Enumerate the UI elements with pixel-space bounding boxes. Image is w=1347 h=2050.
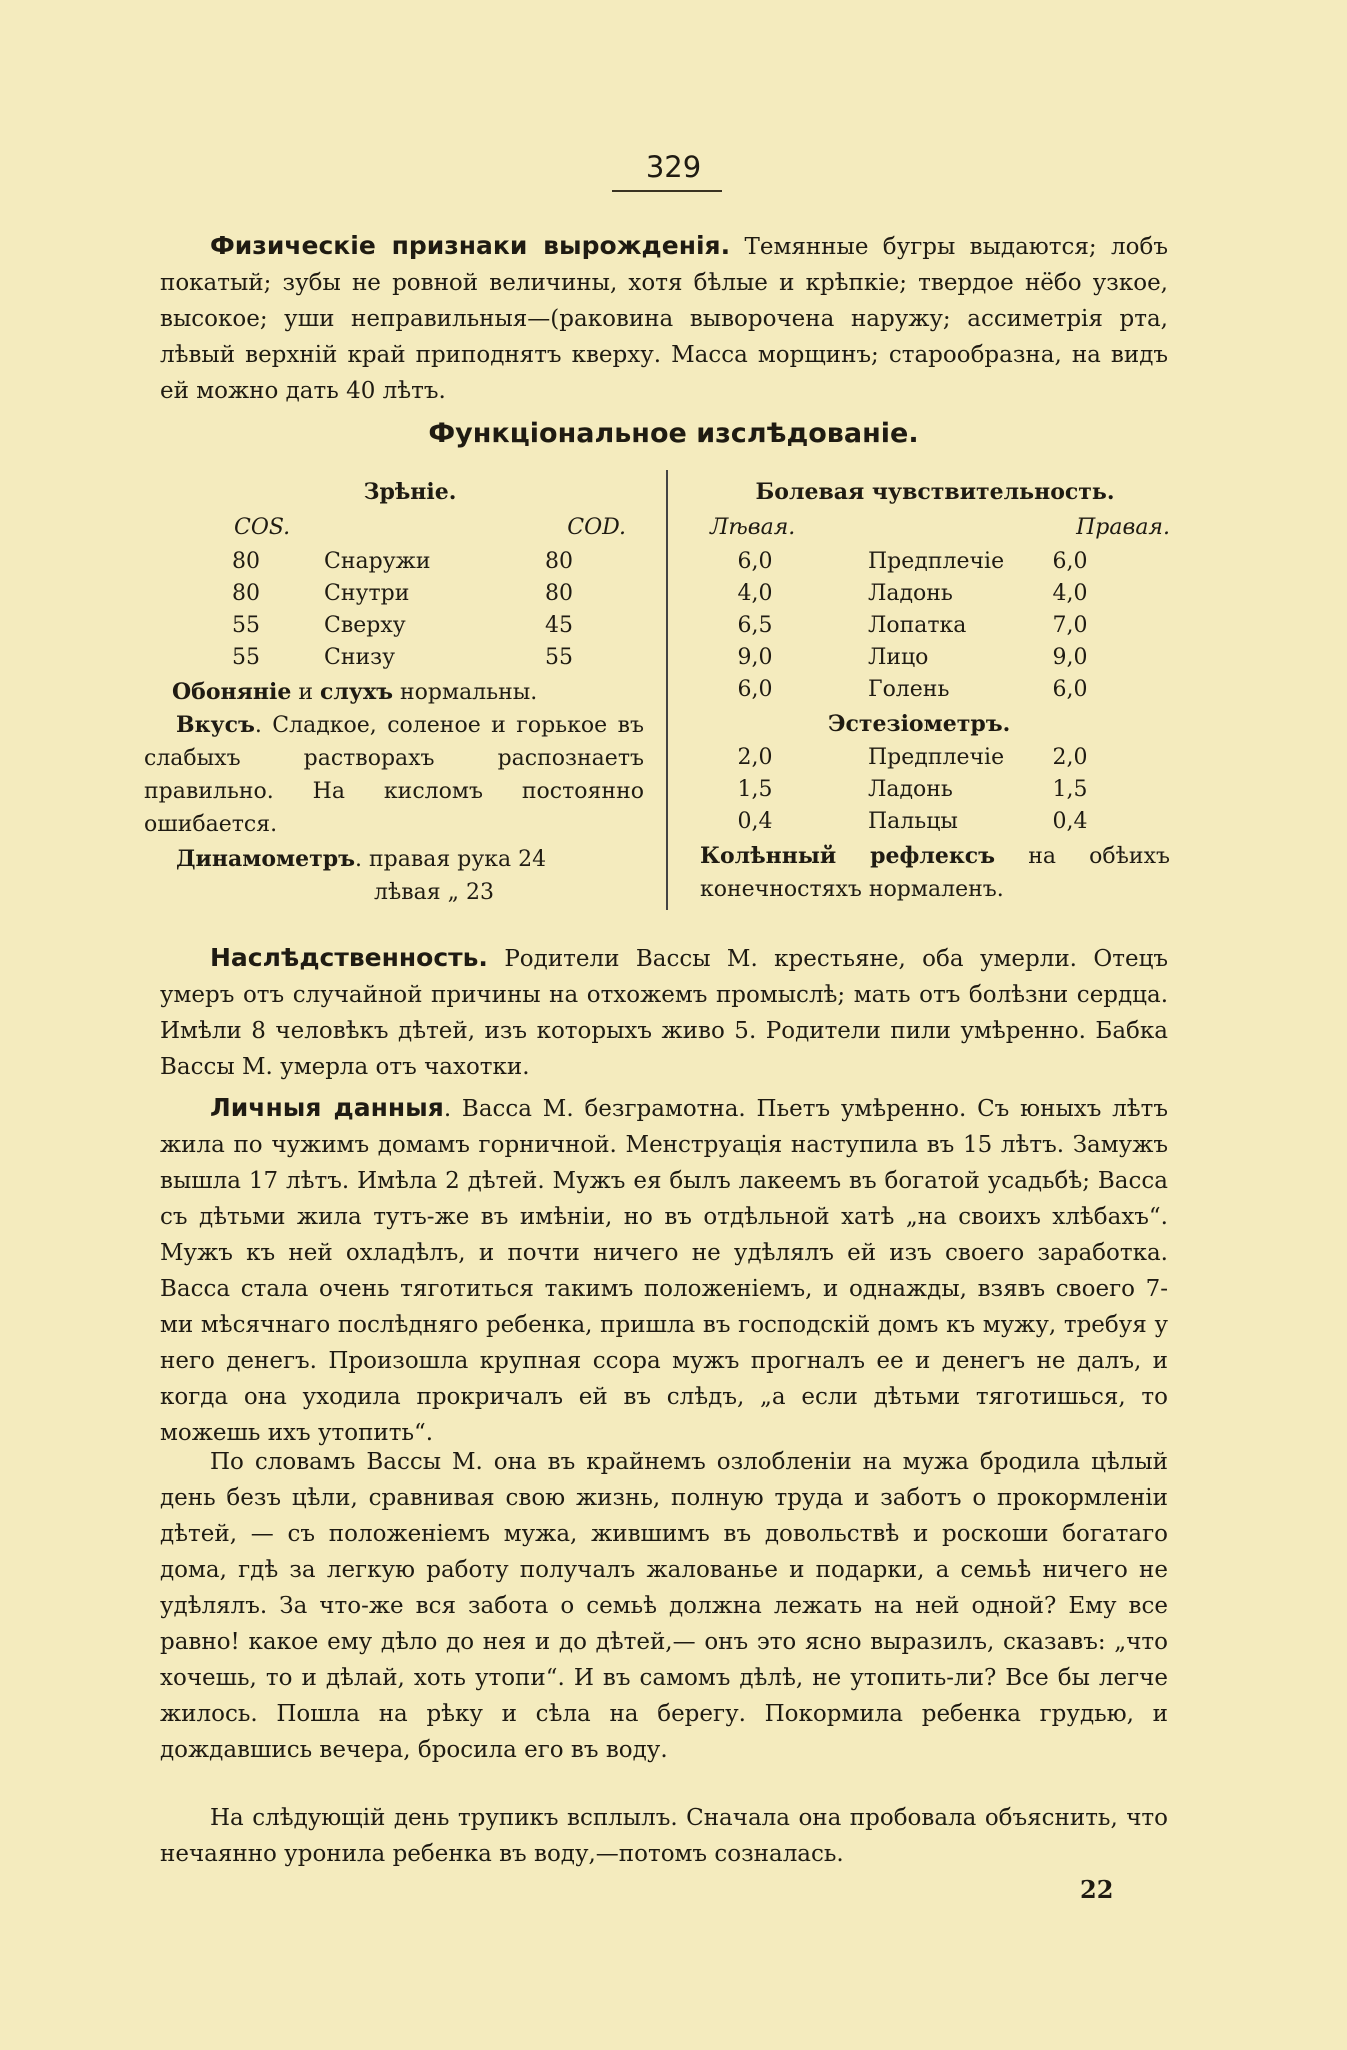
- smell-text: нормальны.: [392, 680, 538, 705]
- vision-label: Сверху: [324, 613, 406, 638]
- esthesio-title: Эстезіометръ.: [828, 711, 1011, 737]
- table-row: [700, 546, 1170, 578]
- table-row: [700, 642, 1170, 674]
- section-title: Функціональное изслѣдованіе.: [428, 418, 919, 449]
- smell-mid: и: [291, 680, 320, 705]
- pain-left-head: Лѣвая.: [710, 515, 796, 540]
- reflex-label: Колѣнный рефлексъ: [700, 843, 995, 869]
- vision-label: Снаружи: [324, 549, 431, 574]
- pain-title: Болевая чувствительность.: [755, 479, 1115, 505]
- esthesio-label: Пальцы: [868, 809, 958, 834]
- vision-left-value: 55: [232, 645, 260, 670]
- esthesio-right-value: 2,0: [1052, 745, 1088, 770]
- pain-right-value: 7,0: [1052, 613, 1088, 638]
- esthesio-label: Ладонь: [868, 777, 953, 802]
- taste-paragraph: [144, 709, 644, 841]
- hearing-label: слухъ: [319, 679, 393, 705]
- vision-left-head: COS.: [234, 515, 291, 540]
- table-row: [700, 578, 1170, 610]
- pain-right-value: 4,0: [1052, 581, 1088, 606]
- esthesio-right-value: 0,4: [1052, 809, 1088, 834]
- pain-label: Голень: [868, 677, 950, 702]
- vision-left-value: 80: [232, 549, 260, 574]
- physical-signs-heading: Физическіе признаки вырожденія.: [210, 231, 731, 260]
- esthesio-left-value: 2,0: [737, 745, 773, 770]
- heredity-text: Родители Вассы М. крестьяне, оба умерли. Отецъ умеръ отъ случайной причины на отхожемъ промыслѣ; мать отъ болѣзни сердца. Имѣли 8 человѣкъ дѣтей, изъ которыхъ живо 5. Родители пили умѣренно. Бабка Вассы М. умерла отъ чахотки.: [160, 946, 1168, 1080]
- words-text: По словамъ Вассы М. она въ крайнемъ озлобленіи на мужа бродила цѣлый день безъ цѣли, сравнивая свою жизнь, полную труда и заботъ о прокормленіи дѣтей, — съ положеніемъ мужа, жившимъ въ довольствѣ и роскоши богатаго дома, гдѣ за легкую работу получалъ жалованье и подарки, а семьѣ ничего не удѣлялъ. За что-же вся забота о семьѣ должна лежать на ней одной? Ему все равно! какое ему дѣло до нея и до дѣтей,— онъ это ясно выразилъ, сказавъ: „что хочешь, то и дѣлай, хоть утопи“. И въ самомъ дѣлѣ, не утопить-ли? Все бы легче жилось. Пошла на рѣку и сѣла на берегу. Покормила ребенка грудью, и дождавшись вечера, бросила его въ воду.: [160, 1449, 1168, 1763]
- vision-label: Снизу: [324, 645, 396, 670]
- pain-left-value: 9,0: [737, 645, 773, 670]
- vision-head: [176, 510, 644, 546]
- next-day-text: На слѣдующій день трупикъ всплылъ. Сначала она пробовала объяснить, что нечаянно уронила ребенка въ воду,—потомъ созналась.: [160, 1805, 1168, 1867]
- pain-right-value: 6,0: [1052, 677, 1088, 702]
- vision-right-head: COD.: [567, 515, 626, 540]
- pain-label: Предплечіе: [868, 549, 1005, 574]
- pain-left-value: 6,0: [737, 677, 773, 702]
- left-column: [144, 474, 644, 909]
- pain-left-value: 6,0: [737, 549, 773, 574]
- page-number: 329: [645, 150, 702, 184]
- pain-label: Ладонь: [868, 581, 953, 606]
- pain-right-head: Правая.: [1076, 515, 1170, 540]
- pain-label: Лопатка: [868, 613, 967, 638]
- dynamometer-line2: [176, 876, 644, 909]
- heredity-paragraph: [160, 940, 1168, 1085]
- pain-right-value: 9,0: [1052, 645, 1088, 670]
- pain-right-value: 6,0: [1052, 549, 1088, 574]
- taste-label: Вкусъ: [176, 712, 255, 738]
- table-row: [700, 674, 1170, 706]
- dynamometer-right: . правая рука 24: [355, 847, 547, 872]
- vision-left-value: 80: [232, 581, 260, 606]
- right-column: [700, 474, 1170, 906]
- personal-text: . Васса М. безграмотна. Пьетъ умѣренно. Съ юныхъ лѣтъ жила по чужимъ домамъ горничной. Менструація наступила въ 15 лѣтъ. Замужъ вышла 17 лѣтъ. Имѣла 2 дѣтей. Мужъ ея былъ лакеемъ въ богатой усадьбѣ; Васса съ дѣтьми жила тутъ-же въ имѣніи, но въ отдѣльной хатѣ „на своихъ хлѣбахъ“. Мужъ къ ней охладѣлъ, и почти ничего не удѣлялъ ей изъ своего заработка. Васса стала очень тяготиться такимъ положеніемъ, и однажды, взявъ своего 7-ми мѣсячнаго послѣдняго ребенка, пришла въ господскій домъ къ мужу, требуя у него денегъ. Произошла крупная ссора мужъ прогналъ ее и денегъ не далъ, и когда она уходила прокричалъ ей въ слѣдъ, „а если дѣтьми тяготишься, то можешь ихъ утопить“.: [160, 1096, 1168, 1446]
- reflex-text: на обѣихъ конечностяхъ нормаленъ.: [700, 844, 1170, 902]
- vision-title: Зрѣніе.: [363, 479, 457, 505]
- personal-paragraph: [160, 1090, 1168, 1451]
- page-number-rule: [612, 190, 722, 192]
- vision-label: Снутри: [324, 581, 410, 606]
- table-row: [700, 742, 1170, 774]
- smell-label: Обоняніе: [172, 679, 292, 705]
- pain-label: Лицо: [868, 645, 929, 670]
- pain-left-value: 4,0: [737, 581, 773, 606]
- table-row: [176, 578, 644, 610]
- esthesio-left-value: 1,5: [737, 777, 773, 802]
- vision-right-value: 80: [545, 549, 573, 574]
- table-row: [700, 610, 1170, 642]
- esthesio-label: Предплечіе: [868, 745, 1005, 770]
- words-paragraph: [160, 1444, 1168, 1768]
- pain-head: [700, 510, 1170, 546]
- table-row: [176, 610, 644, 642]
- vision-right-value: 45: [545, 613, 573, 638]
- table-row: [176, 642, 644, 674]
- taste-text: . Сладкое, соленое и горькое въ слабыхъ растворахъ распознаетъ правильно. На кисломъ постоянно ошибается.: [144, 713, 644, 837]
- table-row: [700, 774, 1170, 806]
- vision-right-value: 55: [545, 645, 573, 670]
- table-row: [700, 806, 1170, 838]
- column-divider: [666, 470, 668, 910]
- esthesio-right-value: 1,5: [1052, 777, 1088, 802]
- physical-signs-text: Темянные бугры выдаются; лобъ покатый; зубы не ровной величины, хотя бѣлые и крѣпкіе; твердое нёбо узкое, высокое; уши неправильныя—(раковина выворочена наружу; ассиметрія рта, лѣвый верхній край приподнятъ кверху. Масса морщинъ; старообразна, на видъ ей можно дать 40 лѣтъ.: [160, 234, 1168, 404]
- heredity-heading: Наслѣдственность.: [210, 943, 488, 972]
- dynamometer-line1: [176, 843, 644, 876]
- next-day-paragraph: [160, 1800, 1168, 1872]
- pain-left-value: 6,5: [737, 613, 773, 638]
- smell-line: [172, 676, 644, 709]
- table-row: [176, 546, 644, 578]
- esthesio-left-value: 0,4: [737, 809, 773, 834]
- reflex-paragraph: [700, 840, 1170, 906]
- vision-left-value: 55: [232, 613, 260, 638]
- dynamometer-label: Динамометръ: [176, 846, 356, 872]
- signature-mark: 22: [1080, 1875, 1114, 1904]
- physical-signs-paragraph: [160, 228, 1168, 409]
- personal-heading: Личныя данныя: [210, 1093, 444, 1122]
- vision-right-value: 80: [545, 581, 573, 606]
- dynamometer-left: лѣвая „ 23: [374, 880, 495, 905]
